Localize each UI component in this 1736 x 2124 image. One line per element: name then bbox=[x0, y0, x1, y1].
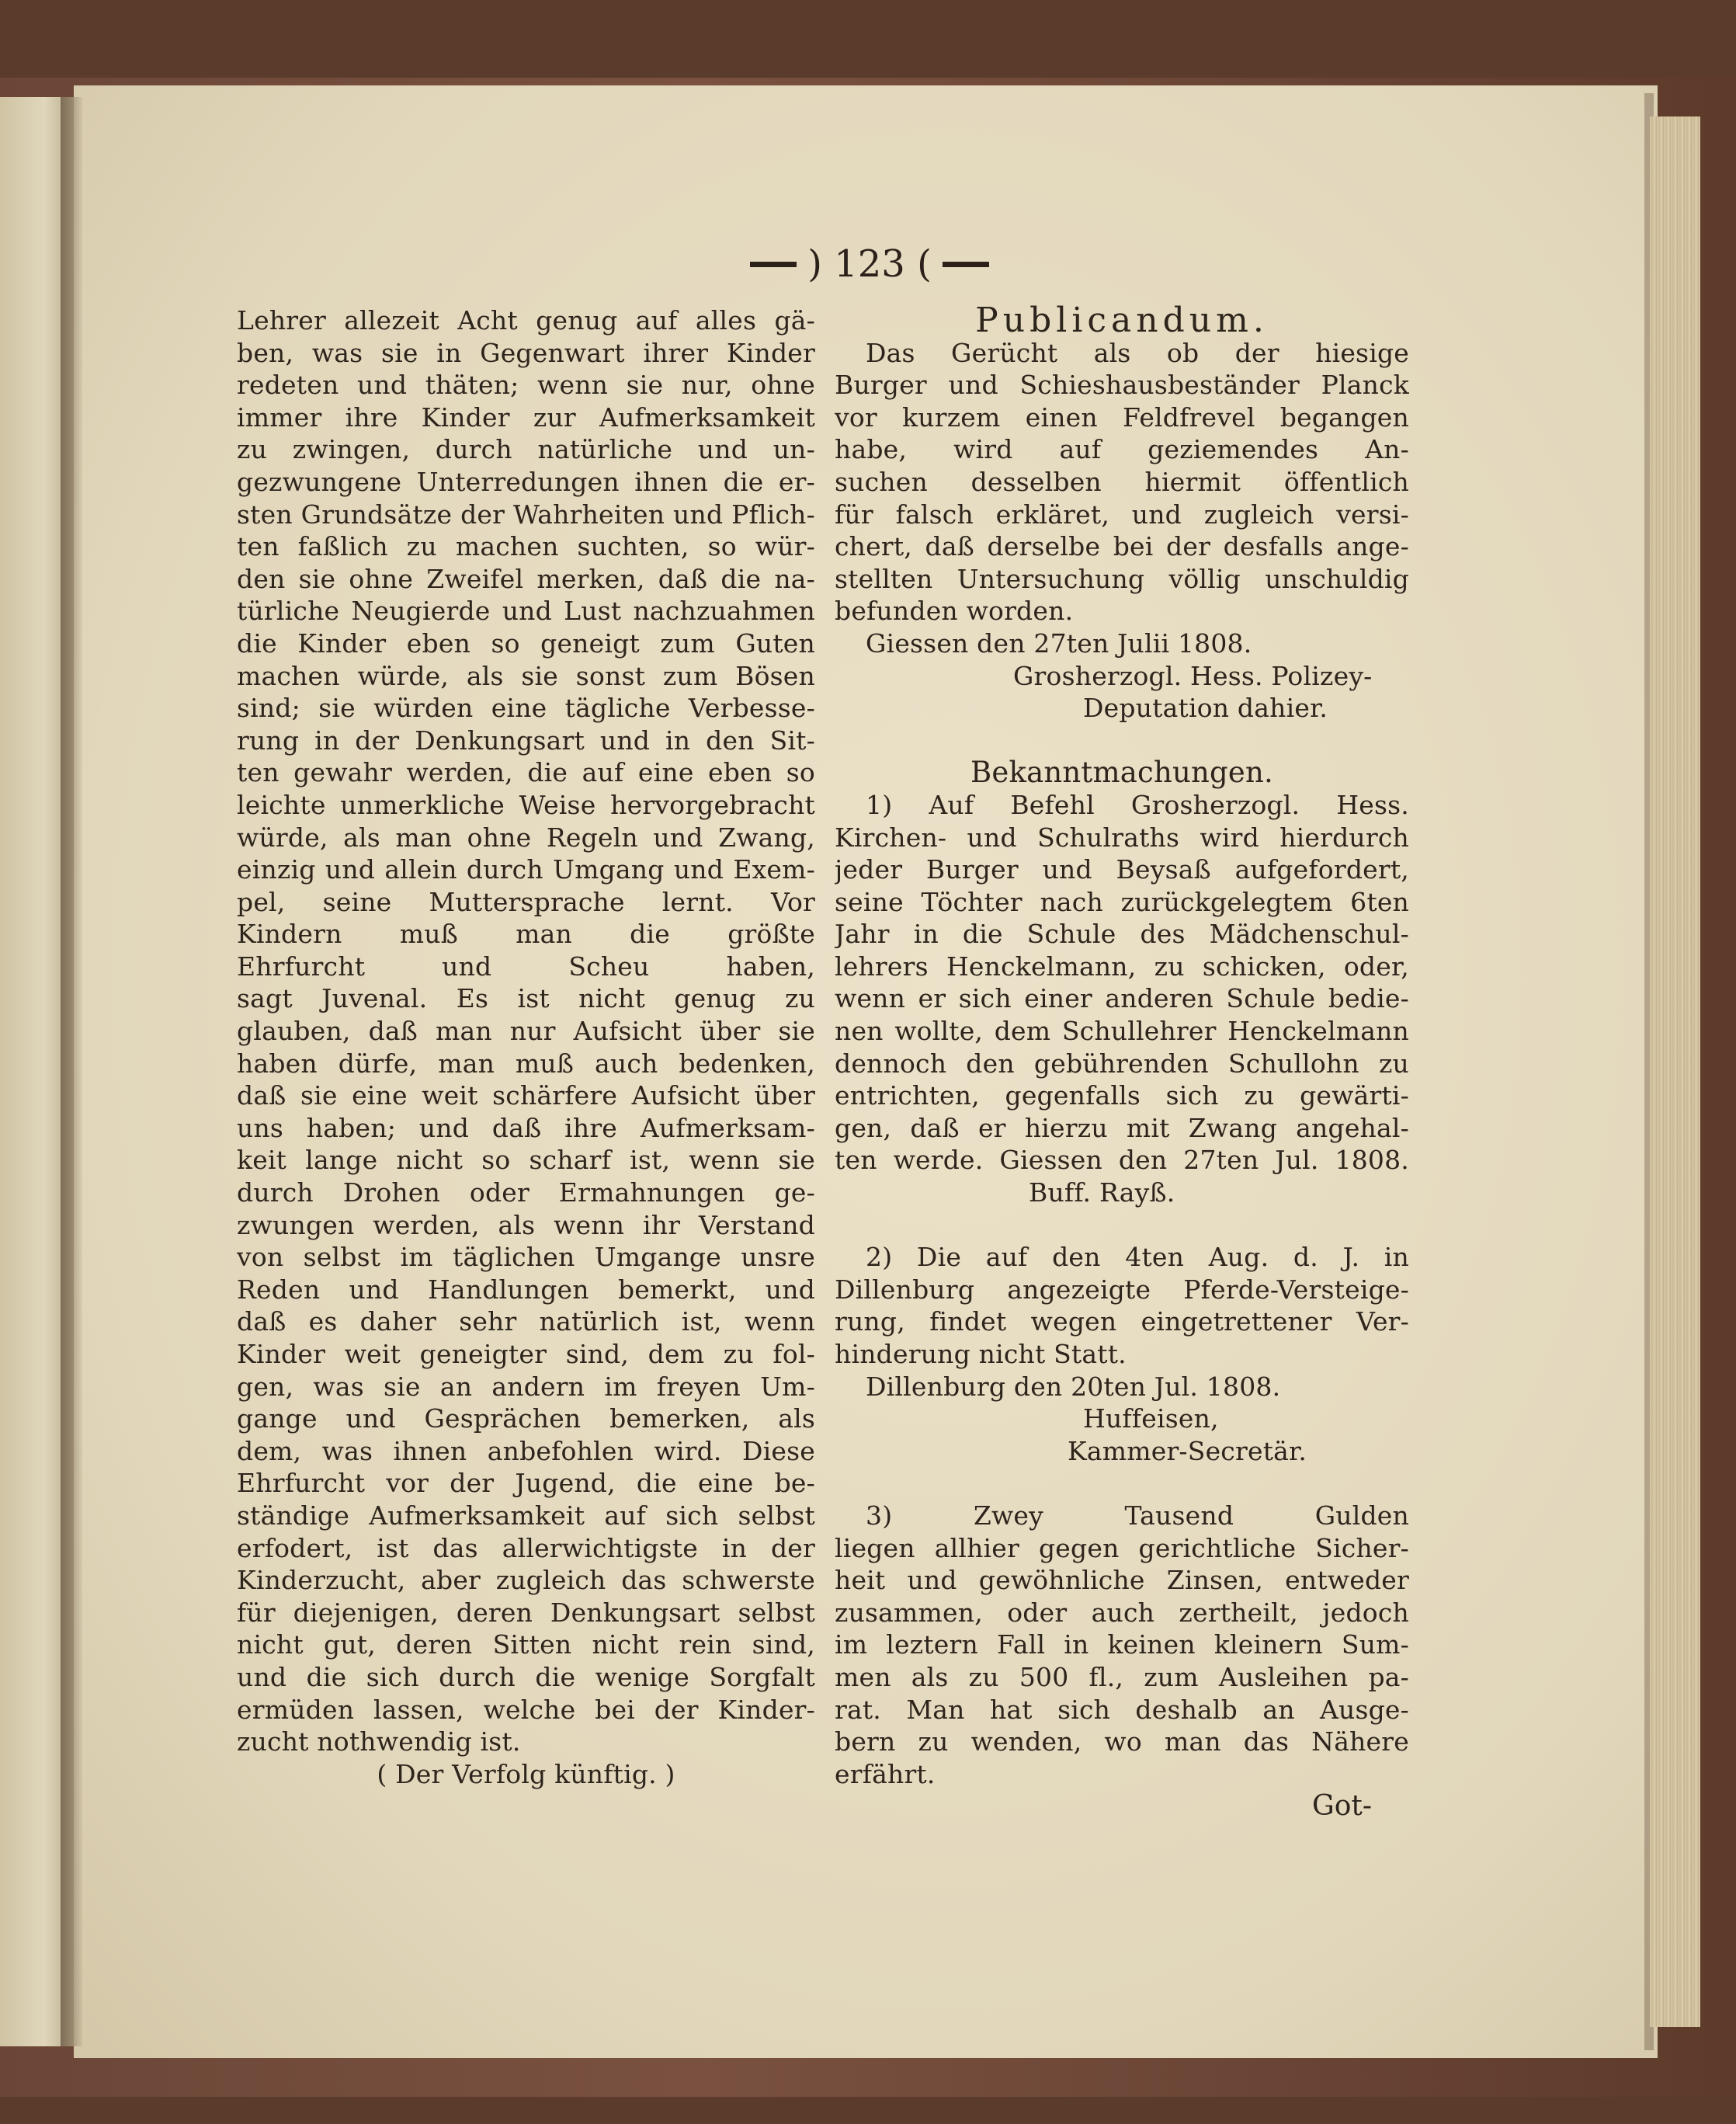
left-column-line: Ehrfurcht vor der Jugend, die eine be- bbox=[237, 1468, 815, 1499]
notice-3 bbox=[835, 1500, 1409, 1790]
publicandum-line: habe, wird auf geziemendes An- bbox=[835, 434, 1409, 465]
left-column-line: Kinderzucht, aber zugleich das schwerste bbox=[237, 1565, 815, 1596]
left-column-line: gezwungene Unterredungen ihnen die er- bbox=[237, 466, 815, 497]
left-column-line: von selbst im täglichen Umgange unsre bbox=[237, 1242, 815, 1273]
left-column-line: uns haben; und daß ihre Aufmerksam- bbox=[237, 1112, 815, 1143]
left-column-line: ten gewahr werden, die auf eine eben so bbox=[237, 757, 815, 788]
left-column-line: erfodert, ist das allerwichtigste in der bbox=[237, 1532, 815, 1563]
left-column-line: und die sich durch die wenige Sorgfalt bbox=[237, 1661, 815, 1692]
left-column-line: einzig und allein durch Umgang und Exem- bbox=[237, 854, 815, 885]
left-column-line: zwungen werden, als wenn ihr Verstand bbox=[237, 1209, 815, 1240]
left-column-line: machen würde, als sie sonst zum Bösen bbox=[237, 660, 815, 691]
notice-3-line: rat. Man hat sich deshalb an Ausge- bbox=[835, 1694, 1409, 1725]
notice-3-line: zusammen, oder auch zertheilt, jedoch bbox=[835, 1597, 1409, 1628]
left-column-line: die Kinder eben so geneigt zum Guten bbox=[237, 627, 815, 659]
notice-1-line: 1) Auf Befehl Grosherzogl. Hess. bbox=[866, 789, 1409, 820]
notice-1-line: wenn er sich einer anderen Schule bedie- bbox=[835, 983, 1409, 1014]
publicandum-line: befunden worden. bbox=[835, 596, 1074, 627]
notice-3-line: liegen allhier gegen gerichtliche Sicher- bbox=[835, 1532, 1409, 1563]
notice-2-line: Dillenburg angezeigte Pferde-Versteige- bbox=[835, 1274, 1409, 1305]
notice-3-line: erfährt. bbox=[835, 1758, 936, 1789]
left-column-line: den sie ohne Zweifel merken, daß die na- bbox=[237, 563, 815, 594]
notice-1-line: dennoch den gebührenden Schullohn zu bbox=[835, 1048, 1409, 1079]
notice-1-signature-buff: Buff. bbox=[1029, 1177, 1092, 1208]
left-column-line: redeten und thäten; wenn sie nur, ohne bbox=[237, 370, 815, 401]
left-column-line: immer ihre Kinder zur Aufmerksamkeit bbox=[237, 402, 815, 433]
left-column-line: sten Grundsätze der Wahrheiten und Pflich- bbox=[237, 499, 815, 530]
publicandum-title: Publicandum. bbox=[975, 304, 1269, 337]
right-column bbox=[835, 304, 1409, 1790]
left-column-line: für diejenigen, deren Denkungsart selbst bbox=[237, 1597, 815, 1628]
left-column-line: durch Drohen oder Ermahnungen ge- bbox=[237, 1177, 815, 1208]
left-column-line: ermüden lassen, welche bei der Kinder- bbox=[237, 1694, 815, 1725]
notice-2-line: 2) Die auf den 4ten Aug. d. J. in bbox=[866, 1242, 1409, 1273]
left-column-line: sind; sie würden eine tägliche Verbesse- bbox=[237, 693, 815, 724]
notice-3-line: 3) Zwey Tausend Gulden bbox=[866, 1500, 1409, 1531]
left-column-line: gange und Gesprächen bemerken, als bbox=[237, 1403, 815, 1434]
publicandum-line: chert, daß derselbe bei der desfalls ange- bbox=[835, 531, 1409, 562]
page-header bbox=[683, 233, 1056, 295]
left-column-line: ständige Aufmerksamkeit auf sich selbst bbox=[237, 1500, 815, 1531]
notice-1-line: seine Töchter nach zurückgelegtem 6ten bbox=[835, 886, 1409, 917]
left-column-line: Ehrfurcht und Scheu haben, bbox=[237, 951, 815, 982]
publicandum-line: für falsch erkläret, und zugleich versi- bbox=[835, 499, 1409, 530]
notice-1-line: Jahr in die Schule des Mädchenschul- bbox=[835, 919, 1409, 950]
catchword: Got- bbox=[1312, 1790, 1373, 1822]
left-column-line: dem, was ihnen anbefohlen wird. Diese bbox=[237, 1435, 815, 1466]
notice-3-line: im leztern Fall in keinen kleinern Sum- bbox=[835, 1629, 1409, 1660]
header-dash-right bbox=[943, 262, 989, 267]
publicandum-line: Das Gerücht als ob der hiesige bbox=[866, 337, 1409, 368]
notice-2-signature-title: Kammer-Secretär. bbox=[1068, 1435, 1307, 1466]
left-column-line: Kinder weit geneigter sind, dem zu fol- bbox=[237, 1339, 815, 1369]
left-column-line: würde, als man ohne Regeln und Zwang, bbox=[237, 822, 815, 853]
left-column-line: zu zwingen, durch natürliche und un- bbox=[237, 434, 815, 465]
left-column-line: glauben, daß man nur Aufsicht über sie bbox=[237, 1016, 815, 1047]
publicandum-line: Burger und Schieshausbeständer Planck bbox=[835, 370, 1409, 401]
left-column-line: leichte unmerkliche Weise hervorgebracht bbox=[237, 789, 815, 820]
left-column-line: daß es daher sehr natürlich ist, wenn bbox=[237, 1306, 815, 1337]
left-column-line: pel, seine Muttersprache lernt. Vor bbox=[237, 886, 815, 917]
left-column-line: Lehrer allezeit Acht genug auf alles gä- bbox=[237, 305, 815, 335]
left-column-line: Reden und Handlungen bemerkt, und bbox=[237, 1274, 815, 1305]
notice-1-signature-rayss: Rayß. bbox=[1099, 1177, 1175, 1208]
publicandum-body bbox=[835, 337, 1409, 627]
notice-2 bbox=[835, 1241, 1409, 1370]
left-column bbox=[237, 304, 815, 1790]
header-dash-left bbox=[750, 262, 797, 267]
notice-3-line: bern zu wenden, wo man das Nähere bbox=[835, 1726, 1409, 1757]
notice-1-line: Kirchen- und Schulraths wird hierdurch bbox=[835, 822, 1409, 853]
left-column-line: sagt Juvenal. Es ist nicht genug zu bbox=[237, 983, 815, 1014]
continuation-note: ( Der Verfolg künftig. ) bbox=[377, 1758, 675, 1789]
notice-1 bbox=[835, 789, 1409, 1177]
notice-1-line: jeder Burger und Beysaß aufgefordert, bbox=[835, 854, 1409, 885]
left-column-line: daß sie eine weit schärfere Aufsicht über bbox=[237, 1080, 815, 1111]
left-column-line: keit lange nicht so scharf ist, wenn sie bbox=[237, 1145, 815, 1176]
left-column-line: nicht gut, deren Sitten nicht rein sind, bbox=[237, 1629, 815, 1660]
notice-1-line: nen wollte, dem Schullehrer Henckelmann bbox=[835, 1016, 1409, 1047]
notice-1-line: gen, daß er hierzu mit Zwang angehal- bbox=[835, 1112, 1409, 1143]
publicandum-line: vor kurzem einen Feldfrevel begangen bbox=[835, 402, 1409, 433]
notice-3-line: men als zu 500 fl., zum Ausleihen pa- bbox=[835, 1661, 1409, 1692]
left-column-line: haben dürfe, man muß auch bedenken, bbox=[237, 1048, 815, 1079]
publicandum-line: suchen desselben hiermit öffentlich bbox=[835, 466, 1409, 497]
left-column-line: ten faßlich zu machen suchten, so wür- bbox=[237, 531, 815, 562]
left-column-line: gen, was sie an andern im freyen Um- bbox=[237, 1371, 815, 1402]
publicandum-signature-line1: Grosherzogl. Hess. Polizey- bbox=[1013, 660, 1373, 691]
notice-2-date: Dillenburg den 20ten Jul. 1808. bbox=[866, 1371, 1281, 1402]
notice-2-line: rung, findet wegen eingetrettener Ver- bbox=[835, 1306, 1409, 1337]
left-column-line: Kindern muß man die größte bbox=[237, 919, 815, 950]
page-number: ) 123 ( bbox=[807, 242, 932, 286]
left-column-line: türliche Neugierde und Lust nachzuahmen bbox=[237, 596, 815, 627]
left-column-line: ben, was sie in Gegenwart ihrer Kinder bbox=[237, 337, 815, 368]
notice-1-signatures bbox=[835, 1177, 1409, 1209]
notice-1-line: lehrers Henckelmann, zu schicken, oder, bbox=[835, 951, 1409, 982]
notice-2-line: hinderung nicht Statt. bbox=[835, 1339, 1127, 1369]
publicandum-date: Giessen den 27ten Julii 1808. bbox=[866, 627, 1252, 659]
notice-2-signature-name: Huffeisen, bbox=[1083, 1403, 1219, 1434]
notice-1-line: ten werde. Giessen den 27ten Jul. 1808. bbox=[835, 1145, 1409, 1176]
publicandum-signature-line2: Deputation dahier. bbox=[1083, 693, 1328, 724]
book-gutter bbox=[61, 97, 82, 2046]
notice-3-line: heit und gewöhnliche Zinsen, entweder bbox=[835, 1565, 1409, 1596]
page-block-edges bbox=[1650, 116, 1700, 2027]
left-column-line: zucht nothwendig ist. bbox=[237, 1726, 521, 1757]
bekanntmachungen-heading: Bekanntmachungen. bbox=[970, 756, 1274, 789]
left-column-line: rung in der Denkungsart und in den Sit- bbox=[237, 725, 815, 756]
notice-1-line: entrichten, gegenfalls sich zu gewärti- bbox=[835, 1080, 1409, 1111]
publicandum-line: stellten Untersuchung völlig unschuldig bbox=[835, 563, 1409, 594]
